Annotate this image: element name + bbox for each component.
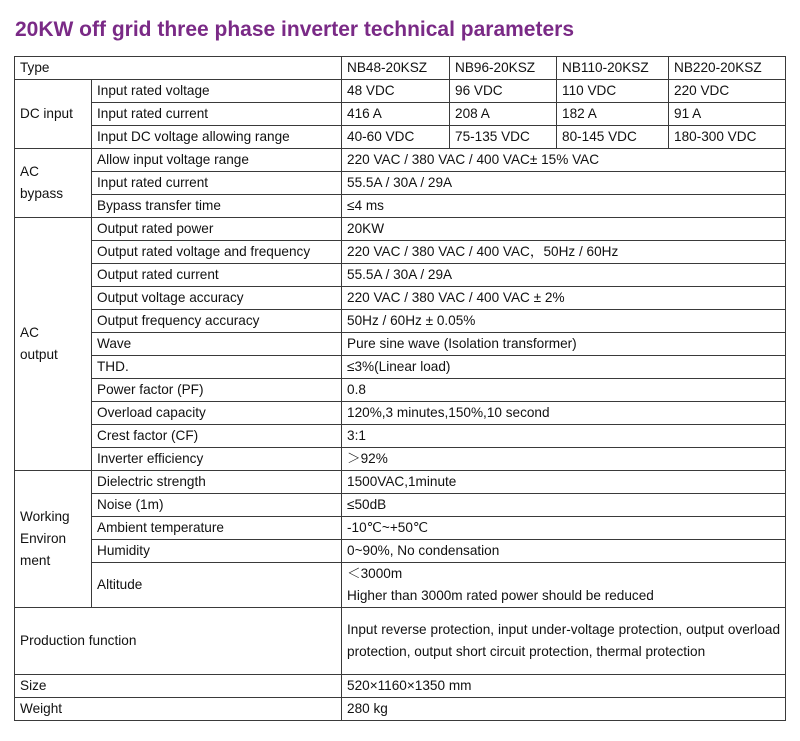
value-cell: 182 A xyxy=(557,103,669,126)
param-cell: Inverter efficiency xyxy=(92,448,342,471)
table-row xyxy=(15,675,786,698)
value-cell: 40-60 VDC xyxy=(342,126,450,149)
table-row xyxy=(15,195,786,218)
model-cell: NB220-20KSZ xyxy=(669,57,786,80)
param-cell: Input DC voltage allowing range xyxy=(92,126,342,149)
altitude-value-cell xyxy=(342,563,786,608)
group-label-line: bypass xyxy=(20,186,64,201)
value-cell: 55.5A / 30A / 29A xyxy=(342,264,786,287)
value-cell: Pure sine wave (Isolation transformer) xyxy=(342,333,786,356)
group-label-line: Environ xyxy=(20,531,67,546)
value-cell: 0~90%, No condensation xyxy=(342,540,786,563)
group-dc-input: DC input xyxy=(15,80,92,149)
table-row xyxy=(15,149,786,172)
value-cell: 110 VDC xyxy=(557,80,669,103)
table-row xyxy=(15,425,786,448)
param-cell: Humidity xyxy=(92,540,342,563)
table-row xyxy=(15,264,786,287)
param-cell: Altitude xyxy=(92,563,342,608)
param-cell: Input rated voltage xyxy=(92,80,342,103)
param-cell: Output voltage accuracy xyxy=(92,287,342,310)
table-row xyxy=(15,80,786,103)
value-cell: ≤3%(Linear load) xyxy=(342,356,786,379)
value-cell: 120%,3 minutes,150%,10 second xyxy=(342,402,786,425)
model-cell: NB96-20KSZ xyxy=(450,57,557,80)
table-row xyxy=(15,356,786,379)
table-row xyxy=(15,471,786,494)
table-row xyxy=(15,172,786,195)
page-title: 20KW off grid three phase inverter technical parameters xyxy=(15,18,575,41)
value-cell: 20KW xyxy=(342,218,786,241)
table-row xyxy=(15,379,786,402)
value-cell: 75-135 VDC xyxy=(450,126,557,149)
param-cell: Output rated current xyxy=(92,264,342,287)
size-value: 520×1160×1350 mm xyxy=(342,675,786,698)
model-cell: NB48-20KSZ xyxy=(342,57,450,80)
size-label: Size xyxy=(15,675,342,698)
group-working-environment xyxy=(15,471,92,608)
table-row xyxy=(15,402,786,425)
value-cell: 3:1 xyxy=(342,425,786,448)
altitude-line: Higher than 3000m rated power should be reduced xyxy=(347,588,654,603)
table-row xyxy=(15,448,786,471)
production-function-label: Production function xyxy=(15,608,342,675)
value-cell: 0.8 xyxy=(342,379,786,402)
param-cell: Output rated power xyxy=(92,218,342,241)
group-label-line: AC xyxy=(20,164,39,179)
table-row xyxy=(15,494,786,517)
group-label-line: output xyxy=(20,347,58,362)
value-cell: ＞92% xyxy=(342,448,786,471)
group-label-line: AC xyxy=(20,325,39,340)
table-row xyxy=(15,310,786,333)
param-cell: Input rated current xyxy=(92,103,342,126)
table-row xyxy=(15,563,786,608)
param-cell: Output frequency accuracy xyxy=(92,310,342,333)
table-row xyxy=(15,241,786,264)
value-cell: 220 VDC xyxy=(669,80,786,103)
value-cell: 208 A xyxy=(450,103,557,126)
table-header-row xyxy=(15,57,786,80)
value-cell: 220 VAC / 380 VAC / 400 VAC ± 2% xyxy=(342,287,786,310)
production-function-value: Input reverse protection, input under-voltage protection, output overload protection, output short circuit protection, thermal protection xyxy=(342,608,786,675)
value-cell: 220 VAC / 380 VAC / 400 VAC± 15% VAC xyxy=(342,149,786,172)
value-cell: 55.5A / 30A / 29A xyxy=(342,172,786,195)
weight-label: Weight xyxy=(15,698,342,721)
value-cell: 91 A xyxy=(669,103,786,126)
value-cell: ≤4 ms xyxy=(342,195,786,218)
type-label: Type xyxy=(15,57,342,80)
value-cell: 180-300 VDC xyxy=(669,126,786,149)
param-cell: Output rated voltage and frequency xyxy=(92,241,342,264)
param-cell: Crest factor (CF) xyxy=(92,425,342,448)
value-cell: 50Hz / 60Hz ± 0.05% xyxy=(342,310,786,333)
param-cell: Ambient temperature xyxy=(92,517,342,540)
param-cell: Wave xyxy=(92,333,342,356)
value-cell: 80-145 VDC xyxy=(557,126,669,149)
weight-value: 280 kg xyxy=(342,698,786,721)
table-row xyxy=(15,517,786,540)
value-cell: 1500VAC,1minute xyxy=(342,471,786,494)
group-ac-bypass xyxy=(15,149,92,218)
param-cell: Dielectric strength xyxy=(92,471,342,494)
table-row xyxy=(15,540,786,563)
table-row xyxy=(15,103,786,126)
table-row xyxy=(15,218,786,241)
table-row xyxy=(15,287,786,310)
table-row xyxy=(15,608,786,675)
model-cell: NB110-20KSZ xyxy=(557,57,669,80)
table-row xyxy=(15,126,786,149)
table-row xyxy=(15,698,786,721)
group-label-line: Working xyxy=(20,509,70,524)
param-cell: Bypass transfer time xyxy=(92,195,342,218)
value-cell: ≤50dB xyxy=(342,494,786,517)
param-cell: Noise (1m) xyxy=(92,494,342,517)
param-cell: Power factor (PF) xyxy=(92,379,342,402)
param-cell: Allow input voltage range xyxy=(92,149,342,172)
param-cell: Overload capacity xyxy=(92,402,342,425)
value-cell: 220 VAC / 380 VAC / 400 VAC，50Hz / 60Hz xyxy=(342,241,786,264)
value-cell: 48 VDC xyxy=(342,80,450,103)
spec-table xyxy=(14,56,786,721)
group-label-line: ment xyxy=(20,553,51,568)
value-cell: -10℃~+50℃ xyxy=(342,517,786,540)
group-ac-output xyxy=(15,218,92,471)
value-cell: 96 VDC xyxy=(450,80,557,103)
param-cell: Input rated current xyxy=(92,172,342,195)
altitude-line: ＜3000m xyxy=(347,566,403,581)
table-row xyxy=(15,333,786,356)
value-cell: 416 A xyxy=(342,103,450,126)
param-cell: THD. xyxy=(92,356,342,379)
